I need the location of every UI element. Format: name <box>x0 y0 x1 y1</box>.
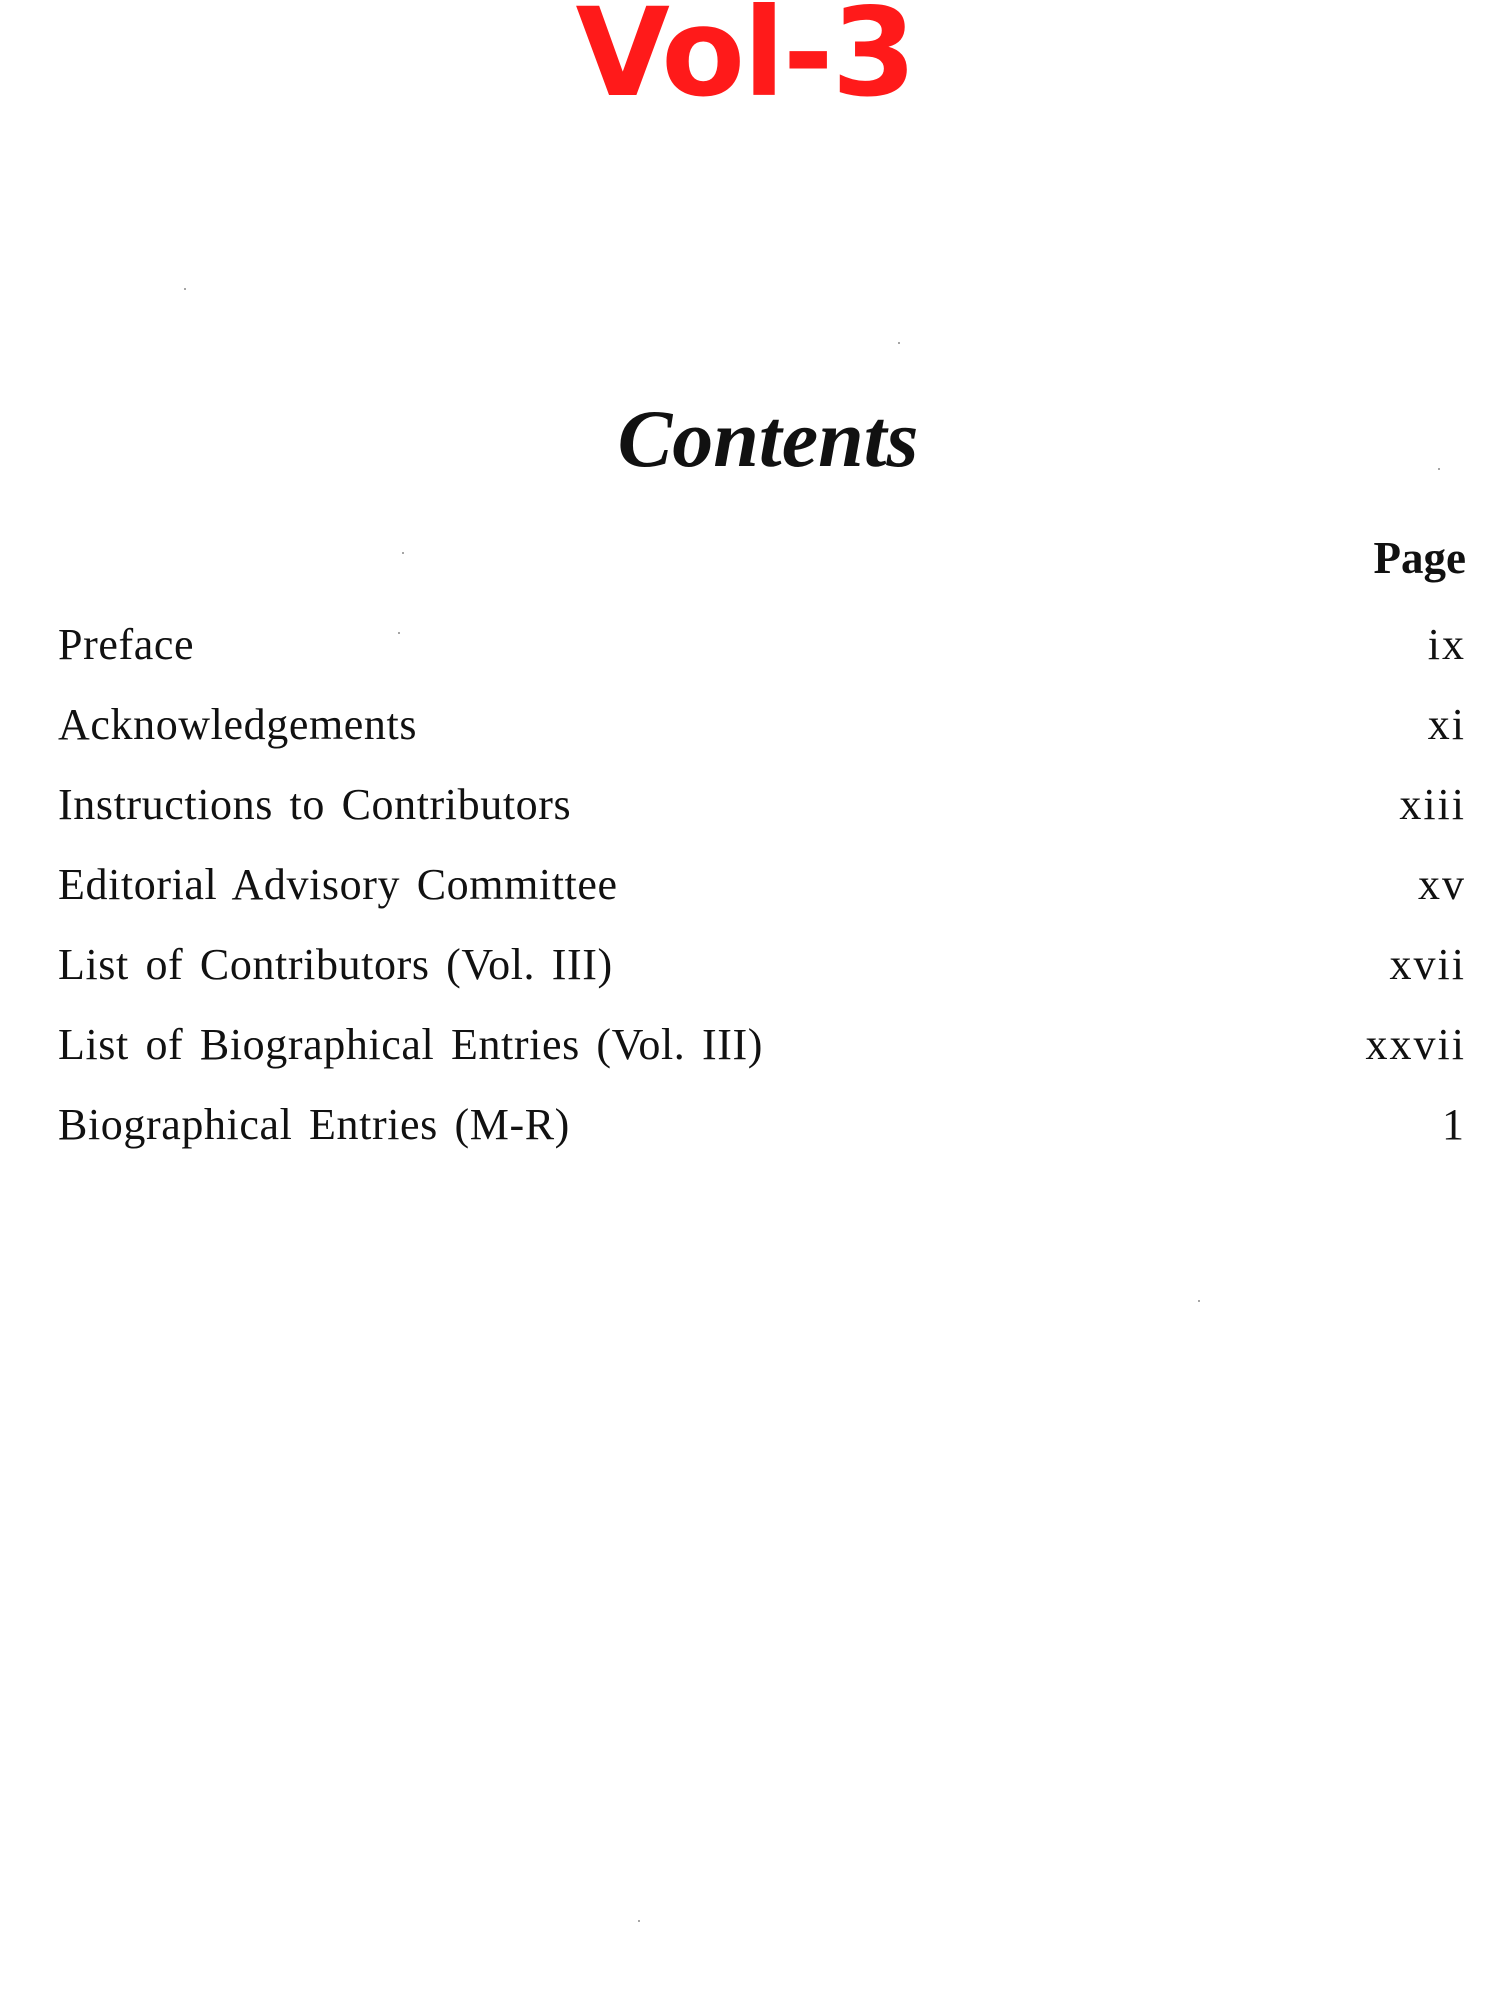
contents-heading: Contents <box>617 393 919 484</box>
scan-speck <box>1198 1300 1200 1302</box>
toc-entry <box>58 937 1466 993</box>
toc-entry-title: Instructions to Contributors <box>58 780 572 829</box>
toc-entry-page: xvii <box>1389 940 1466 989</box>
toc-entry <box>58 1097 1466 1153</box>
toc-entry-title: Editorial Advisory Committee <box>58 860 618 909</box>
scan-speck <box>402 552 404 554</box>
scan-speck <box>898 342 900 344</box>
toc-entry <box>58 617 1466 673</box>
scan-speck <box>1438 468 1440 470</box>
toc-entry-page: 1 <box>1442 1100 1466 1149</box>
page-column-heading: Page <box>1373 533 1466 583</box>
toc-entry-title: Biographical Entries (M-R) <box>58 1100 570 1149</box>
toc-entry-page: xi <box>1427 700 1466 749</box>
toc-entry-title: Acknowledgements <box>58 700 418 749</box>
toc-entry <box>58 777 1466 833</box>
scan-speck <box>398 632 400 634</box>
toc-entry-title: Preface <box>58 620 195 669</box>
toc-entry <box>58 1017 1466 1073</box>
scan-speck <box>184 288 186 290</box>
toc-entry-page: xxvii <box>1365 1020 1466 1069</box>
volume-label: Vol-3 <box>575 0 915 124</box>
toc-entry-page: xv <box>1418 860 1466 909</box>
toc-entry <box>58 697 1466 753</box>
scan-speck <box>638 1920 640 1922</box>
toc-entry <box>58 857 1466 913</box>
toc-entry-title: List of Contributors (Vol. III) <box>58 940 613 989</box>
toc-entry-page: ix <box>1427 620 1466 669</box>
toc-entry-page: xiii <box>1399 780 1466 829</box>
toc-entry-title: List of Biographical Entries (Vol. III) <box>58 1020 763 1069</box>
